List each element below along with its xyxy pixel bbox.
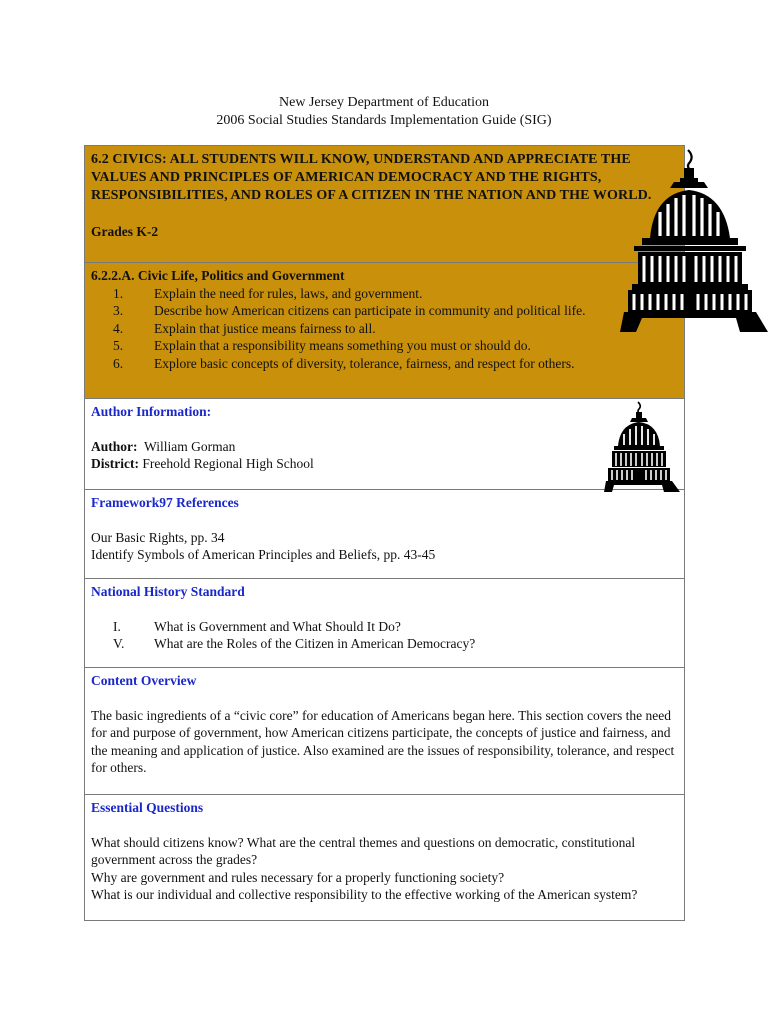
civic-life-list <box>91 285 678 373</box>
question: What should citizens know? What are the central themes and questions on democratic, constitutional government across the grades? <box>91 834 636 867</box>
list-item: 1. Explain the need for rules, laws, and government. <box>113 285 423 301</box>
question: Why are government and rules necessary for a properly functioning society? <box>91 869 505 885</box>
national-standard-section <box>85 579 684 668</box>
grade-level: Grades K-2 <box>91 224 159 239</box>
district-line: District: Freehold Regional High School <box>91 456 314 471</box>
capitol-dome-icon <box>604 400 682 494</box>
essential-questions-section <box>85 795 684 920</box>
content-overview-heading: Content Overview <box>91 673 197 688</box>
framework-heading: Framework97 References <box>91 495 239 510</box>
list-item: 3. Describe how American citizens can participate in community and political life. <box>113 303 586 318</box>
list-item: V. What are the Roles of the Citizen in American Democracy? <box>113 636 476 651</box>
capitol-dome-icon <box>620 146 768 336</box>
framework-ref: Identify Symbols of American Principles and Beliefs, pp. 43-45 <box>91 547 436 562</box>
framework-ref: Our Basic Rights, pp. 34 <box>91 529 225 545</box>
list-item: 4. Explain that justice means fairness to all. <box>113 320 376 336</box>
standards-table <box>84 145 685 921</box>
list-item: 6. Explore basic concepts of diversity, tolerance, fairness, and respect for others. <box>113 355 575 371</box>
essential-questions-heading: Essential Questions <box>91 800 204 815</box>
author-line: Author: William Gorman <box>91 438 236 454</box>
list-item: 5. Explain that a responsibility means something you must or should do. <box>113 338 531 353</box>
standard-section <box>85 146 684 263</box>
author-heading: Author Information: <box>91 404 212 419</box>
document-header <box>0 94 768 130</box>
civic-life-section <box>85 263 684 399</box>
content-overview-body: The basic ingredients of a “civic core” for education of Americans began here. This section covers the need for and purpose of government, how American citizens participate, the concepts of justice and fairness, and the meaning and application of justice. Also examined are the issues of responsibility, tolerance, and respect for others. <box>91 707 675 775</box>
question: What is our individual and collective responsibility to the effective working of the American system? <box>91 887 638 902</box>
content-overview-section <box>85 668 684 795</box>
civic-life-title: 6.2.2.A. Civic Life, Politics and Government <box>91 268 345 283</box>
author-section <box>85 399 684 490</box>
header-line-2: 2006 Social Studies Standards Implementation Guide (SIG) <box>216 113 552 128</box>
national-heading: National History Standard <box>91 584 245 599</box>
standard-title: 6.2 CIVICS: ALL STUDENTS WILL KNOW, UNDERSTAND AND APPRECIATE THE VALUES AND PRINCIPLES OF AMERICAN DEMOCRACY AND THE RIGHTS, RESPONSIBILITIES, AND ROLES OF A CITIZEN IN THE NATION AND THE WORLD. <box>91 152 652 203</box>
list-item: I. What is Government and What Should It Do? <box>113 618 401 634</box>
header-line-1: New Jersey Department of Education <box>279 95 489 110</box>
framework-section <box>85 490 684 579</box>
national-list <box>91 618 678 653</box>
